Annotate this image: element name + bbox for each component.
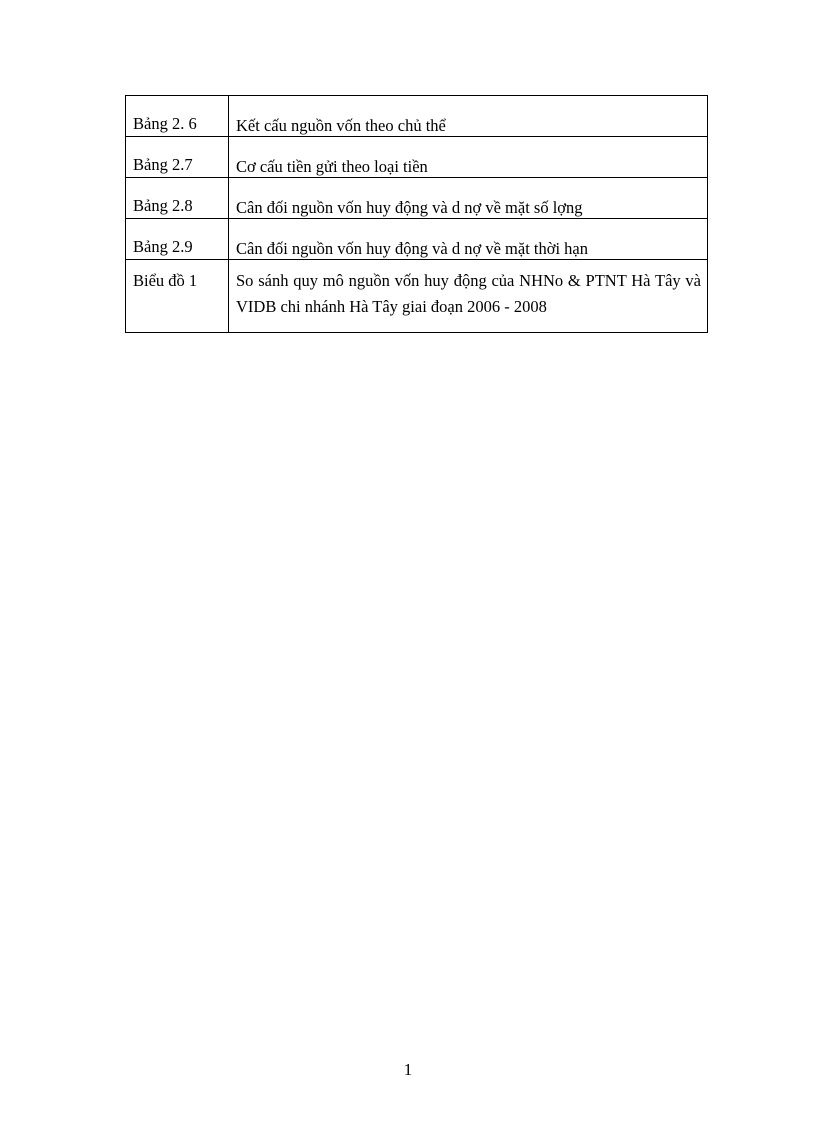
table-row: [126, 260, 708, 333]
row-title: So sánh quy mô nguồn vốn huy động của NHNo & PTNT Hà Tây và VIDB chi nhánh Hà Tây giai đoạn 2006 - 2008: [236, 271, 701, 316]
row-title-cell: [229, 96, 708, 137]
row-label-cell: [126, 219, 229, 260]
row-title-cell: [229, 219, 708, 260]
table-row: [126, 219, 708, 260]
row-title: Kết cấu nguồn vốn theo chủ thể: [236, 116, 446, 135]
row-title: Cơ cấu tiền gửi theo loại tiền: [236, 157, 428, 176]
row-label: Biểu đồ 1: [133, 271, 198, 290]
row-title: Cân đối nguồn vốn huy động và d nợ về mặt thời hạn: [236, 239, 588, 258]
row-label: Bảng 2.9: [133, 237, 193, 256]
row-label-cell: [126, 96, 229, 137]
row-label-cell: [126, 178, 229, 219]
row-label: Bảng 2.7: [133, 155, 193, 174]
table-row: [126, 96, 708, 137]
table-row: [126, 178, 708, 219]
row-label: Bảng 2.8: [133, 196, 193, 215]
row-title-cell: [229, 260, 708, 333]
row-title-cell: [229, 178, 708, 219]
row-label: Bảng 2. 6: [133, 114, 197, 133]
table-row: [126, 137, 708, 178]
row-label-cell: [126, 137, 229, 178]
list-of-tables: [125, 95, 708, 333]
row-label-cell: [126, 260, 229, 333]
row-title: Cân đối nguồn vốn huy động và d nợ về mặt số lợng: [236, 198, 583, 217]
row-title-cell: [229, 137, 708, 178]
page-number: 1: [403, 1060, 413, 1079]
